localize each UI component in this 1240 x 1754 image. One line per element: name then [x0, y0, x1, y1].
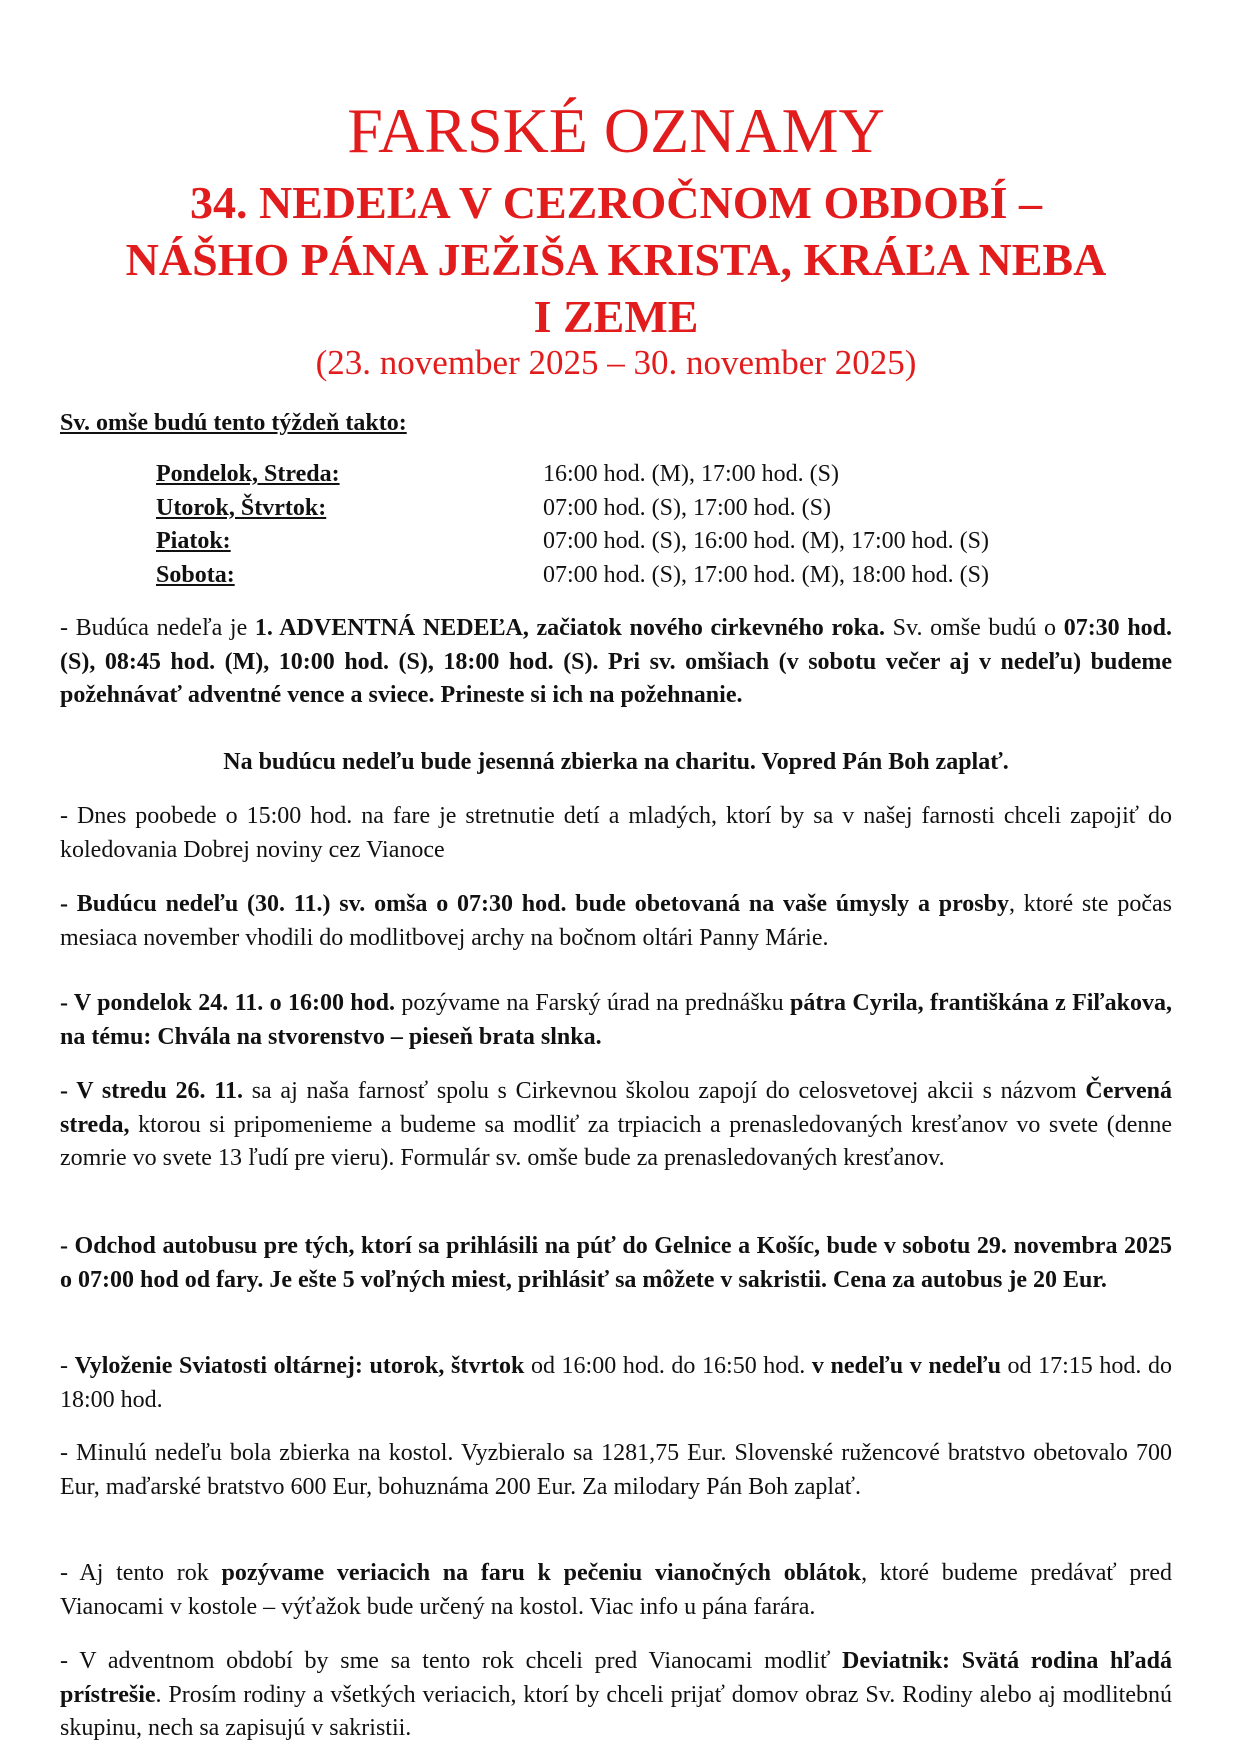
text-run-bold: Na budúcu nedeľu bude jesenná zbierka na charitu. Vopred Pán Boh zaplať. — [223, 749, 1009, 775]
schedule-days: Pondelok, Streda: — [156, 461, 340, 487]
text-run-bold: pátra Cyrila, františkána z Fiľakova, na tému: Chvála na stvorenstvo – pieseň brata slnka. — [60, 990, 1173, 1050]
text-run: od 16:00 hod. do 16:50 hod. — [524, 1353, 812, 1379]
text-run-bold: - Odchod autobusu pre tých, ktorí sa prihlásili na púť do Gelnice a Košíc, bude v sobotu 29. novembra 2025 o 07:00 hod od fary. Je ešte 5 voľných miest, prihlásiť sa môžete v sakristii. Cena za autobus je 20 Eur. — [60, 1233, 1172, 1293]
intentions-announcement — [60, 888, 1172, 955]
text-run-bold: - Budúcu nedeľu (30. 11.) sv. omša o 07:30 hod. bude obetovaná na vaše úmysly a prosby — [60, 891, 1009, 917]
text-run-bold: Červená streda, — [60, 1078, 1172, 1138]
text-run-bold: Vyloženie Sviatosti oltárnej: utorok, štvrtok — [74, 1353, 525, 1379]
date-range: (23. november 2025 – 30. november 2025) — [315, 343, 917, 382]
sunday-title — [60, 174, 1172, 345]
text-run-bold: 1. ADVENTNÁ NEDEĽA, začiatok nového cirkevného roka. — [254, 615, 886, 641]
text-run: Sv. omše budú o — [885, 615, 1064, 641]
sunday-title-line-3: I ZEME — [533, 291, 699, 342]
text-run-bold: pozývame veriacich na faru k pečeniu vianočných oblátok — [221, 1560, 862, 1586]
lecture-announcement — [60, 987, 1172, 1054]
schedule-row — [156, 492, 1156, 526]
text-run-bold: v nedeľu v nedeľu — [811, 1353, 1001, 1379]
sunday-title-line-1: 34. NEDEĽA V CEZROČNOM OBDOBÍ – — [190, 177, 1042, 228]
sunday-title-line-2: NÁŠHO PÁNA JEŽIŠA KRISTA, KRÁĽA NEBA — [125, 234, 1107, 285]
text-run: od 17:15 hod. do 18:00 hod. — [60, 1353, 1173, 1413]
schedule-row — [156, 458, 1156, 492]
text-run: , ktoré ste počas mesiaca november vhodili do modlitbovej archy na bočnom oltári Panny Márie. — [60, 891, 1172, 951]
text-run: ktorou si pripomenieme a budeme sa modliť za trpiacich a prenasledovaných kresťanov vo svete (denne zomrie vo svete 13 ľudí pre vieru). Formulár sv. omše bude za prenasledovaných kresťanov. — [60, 1111, 1172, 1171]
text-run: - Budúca nedeľa je — [60, 615, 255, 641]
text-run-bold: 07:30 hod. (S), 08:45 hod. (M), 10:00 hod. (S), 18:00 hod. (S). Pri sv. omšiach (v sobotu večer aj v nedeľu) budeme požehnávať adventné vence a sviece. Prineste si ich na požehnanie. — [60, 615, 1173, 708]
page-title: FARSKÉ OZNAMY — [347, 95, 885, 166]
novena-announcement — [60, 1645, 1172, 1746]
wafers-announcement — [60, 1557, 1172, 1624]
schedule-times: 07:00 hod. (S), 16:00 hod. (M), 17:00 hod. (S) — [543, 528, 989, 554]
schedule-days: Utorok, Štvrtok: — [156, 494, 327, 521]
text-run: , ktoré budeme predávať pred Vianocami v kostole – výťažok bude určený na kostol. Viac info u pána farára. — [60, 1560, 1173, 1620]
schedule-times: 07:00 hod. (S), 17:00 hod. (M), 18:00 hod. (S) — [543, 561, 989, 588]
pilgrimage-announcement — [60, 1230, 1172, 1297]
collection-announcement: - Minulú nedeľu bola zbierka na kostol. Vyzbieralo sa 1281,75 Eur. Slovenské ružencové bratstvo obetovalo 700 Eur, maďarské bratstvo 600 Eur, bohuznáma 200 Eur. Za milodary Pán Boh zaplať. — [60, 1440, 1172, 1500]
mass-schedule — [156, 458, 1156, 592]
text-run: sa aj naša farnosť spolu s Cirkevnou školou zapojí do celosvetovej akcii s názvom — [242, 1078, 1086, 1104]
adoration-announcement — [60, 1350, 1172, 1417]
text-run-bold: - V pondelok 24. 11. o 16:00 hod. — [60, 990, 395, 1016]
schedule-days: Piatok: — [156, 528, 231, 554]
schedule-row — [156, 525, 1156, 559]
text-run: . Prosím rodiny a všetkých veriacich, ktorí by chceli prijať domov obraz Sv. Rodiny alebo aj modlitebnú skupinu, nech sa zapisujú v sakristii. — [60, 1681, 1172, 1741]
advent-announcement — [60, 612, 1172, 713]
text-run: pozývame na Farský úrad na prednášku — [395, 990, 791, 1016]
charity-collection-note — [60, 746, 1172, 780]
schedule-row — [156, 559, 1156, 593]
schedule-days: Sobota: — [156, 561, 235, 588]
text-run: - — [60, 1353, 75, 1379]
red-wednesday-announcement — [60, 1075, 1172, 1176]
schedule-heading: Sv. omše budú tento týždeň takto: — [60, 410, 407, 436]
schedule-times: 07:00 hod. (S), 17:00 hod. (S) — [543, 494, 831, 521]
text-run: - V adventnom období by sme sa tento rok chceli pred Vianocami modliť — [60, 1648, 843, 1674]
text-run-bold: Deviatnik: Svätá rodina hľadá prístrešie — [60, 1648, 1172, 1708]
text-run: - Aj tento rok — [60, 1560, 222, 1586]
koledovanie-announcement: - Dnes poobede o 15:00 hod. na fare je stretnutie detí a mladých, ktorí by sa v našej farnosti chceli zapojiť do koledovania Dobrej noviny cez Vianoce — [60, 803, 1172, 863]
text-run-bold: - V stredu 26. 11. — [60, 1078, 243, 1104]
schedule-times: 16:00 hod. (M), 17:00 hod. (S) — [543, 461, 839, 487]
